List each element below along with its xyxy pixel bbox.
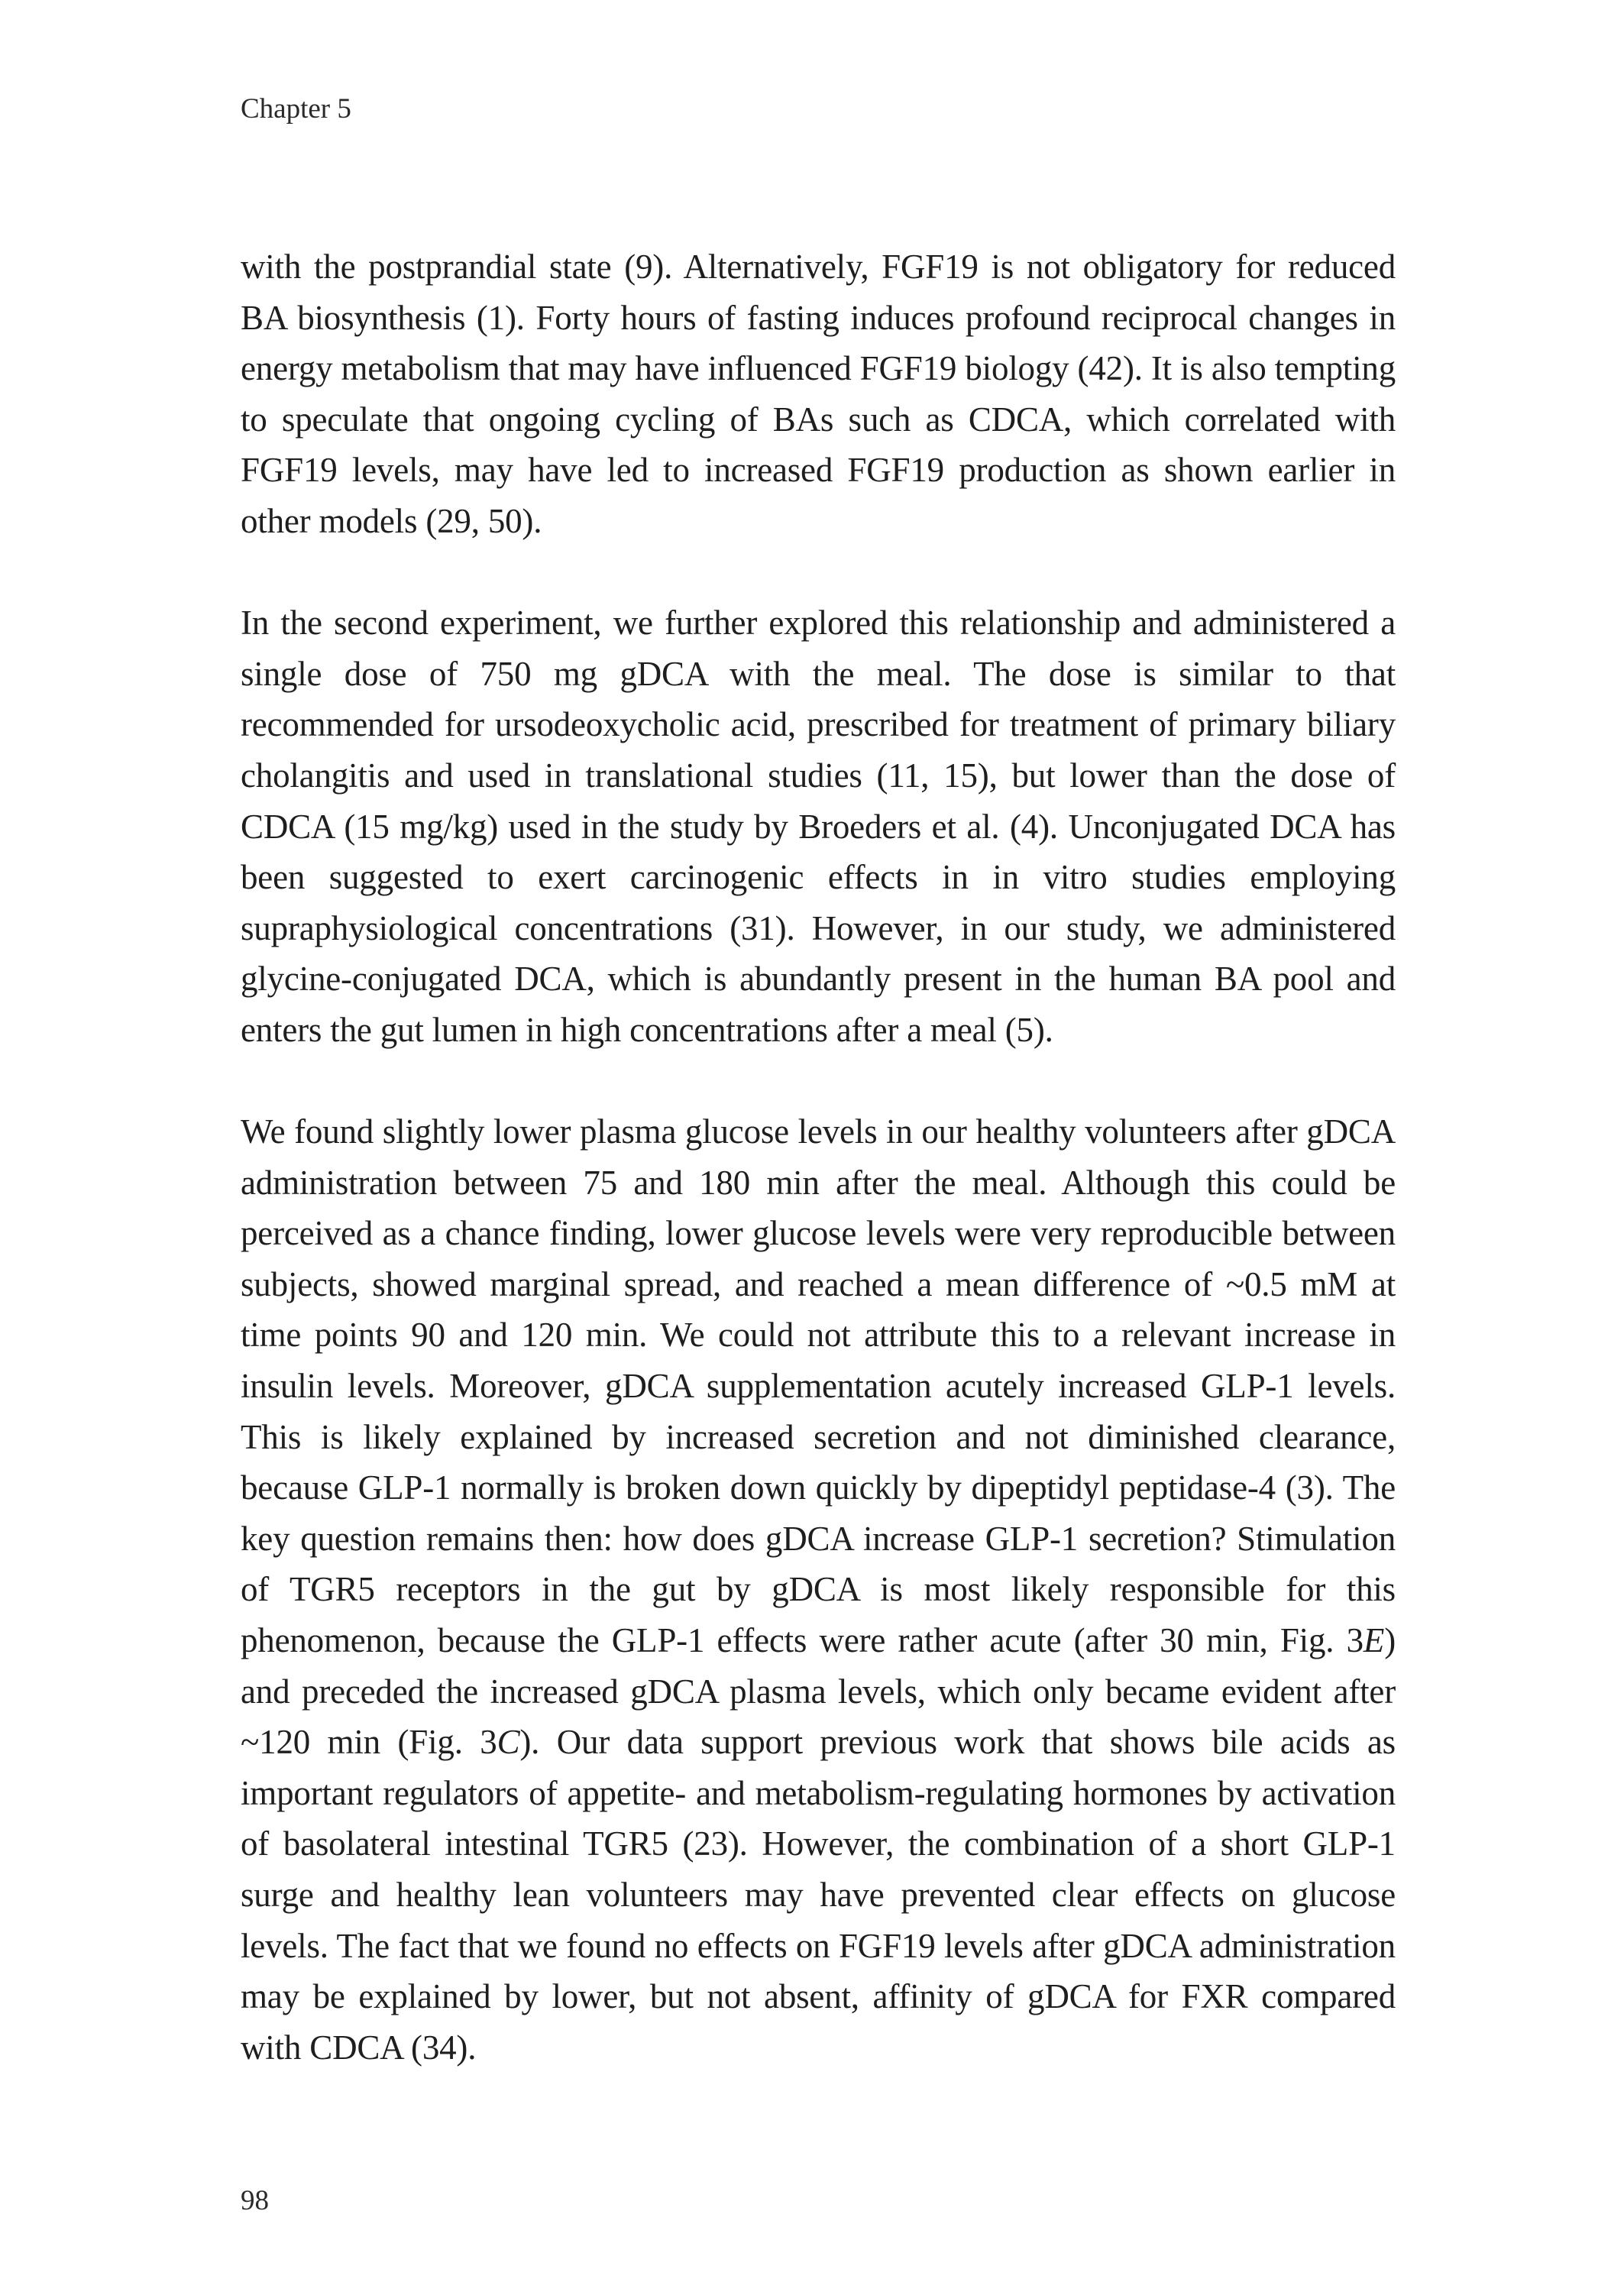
figure-panel-ref: E [1363, 1621, 1385, 1660]
paragraph-text: In the second experiment, we further explored this relationship and administered a single dose of 750 mg gDCA with the meal. The dose is similar to that recommended for ursodeoxycholic acid, prescribed for treatment of primary biliary cholangitis and used in translational studies (11, 15), but lower than the dose of CDCA (15 mg/kg) used in the study by Broeders et al. (4). Unconjugated DCA has been suggested to exert carcinogenic effects in in vitro studies employing supraphysiological concentrations (31). However, in our study, we administered glycine-conjugated DCA, which is abundantly present in the human BA pool and enters the gut lumen in high concentrations after a meal (5). [241, 604, 1396, 1049]
figure-panel-ref: C [497, 1723, 520, 1762]
paragraph-text: with the postprandial state (9). Alternatively, FGF19 is not obligatory for reduced BA biosynthesis (1). Forty hours of fasting induces profound reciprocal changes in energy metabolism that may have influenced FGF19 biology (42). It is also tempting to speculate that ongoing cycling of BAs such as CDCA, which correlated with FGF19 levels, may have led to increased FGF19 production as shown earlier in other models (29, 50). [241, 248, 1396, 540]
paragraph-3 [241, 1106, 1396, 2073]
paragraph-1 [241, 241, 1396, 547]
paragraph-text: We found slightly lower plasma glucose levels in our healthy volunteers after gDCA administration between 75 and 180 min after the meal. Although this could be perceived as a chance finding, lower glucose levels were very reproducible between subjects, showed marginal spread, and reached a mean difference of ~0.5 mM at time points 90 and 120 min. We could not attribute this to a relevant increase in insulin levels. Moreover, gDCA supplementation acutely increased GLP-1 levels. This is likely explained by increased secretion and not diminished clearance, because GLP-1 normally is broken down quickly by dipeptidyl peptidase-4 (3). The key question remains then: how does gDCA increase GLP-1 secretion? Stimulation of TGR5 receptors in the gut by gDCA is most likely responsible for this phenomenon, because the GLP-1 effects were rather acute (after 30 min, Fig. 3 [241, 1112, 1396, 1660]
running-head: Chapter 5 [241, 93, 351, 125]
paragraph-2 [241, 597, 1396, 1055]
paragraph-text: ) and preceded the increased gDCA plasma levels, which only became evident after ~120 min (Fig. 3 [241, 1621, 1396, 1762]
body-text [241, 241, 1396, 2073]
page-number: 98 [241, 2185, 269, 2216]
paragraph-text: ). Our data support previous work that shows bile acids as important regulators of appetite- and metabolism-regulating hormones by activation of basolateral intestinal TGR5 (23). However, the combination of a short GLP-1 surge and healthy lean volunteers may have prevented clear effects on glucose levels. The fact that we found no effects on FGF19 levels after gDCA administration may be explained by lower, but not absent, affinity of gDCA for FXR compared with CDCA (34). [241, 1723, 1396, 2067]
